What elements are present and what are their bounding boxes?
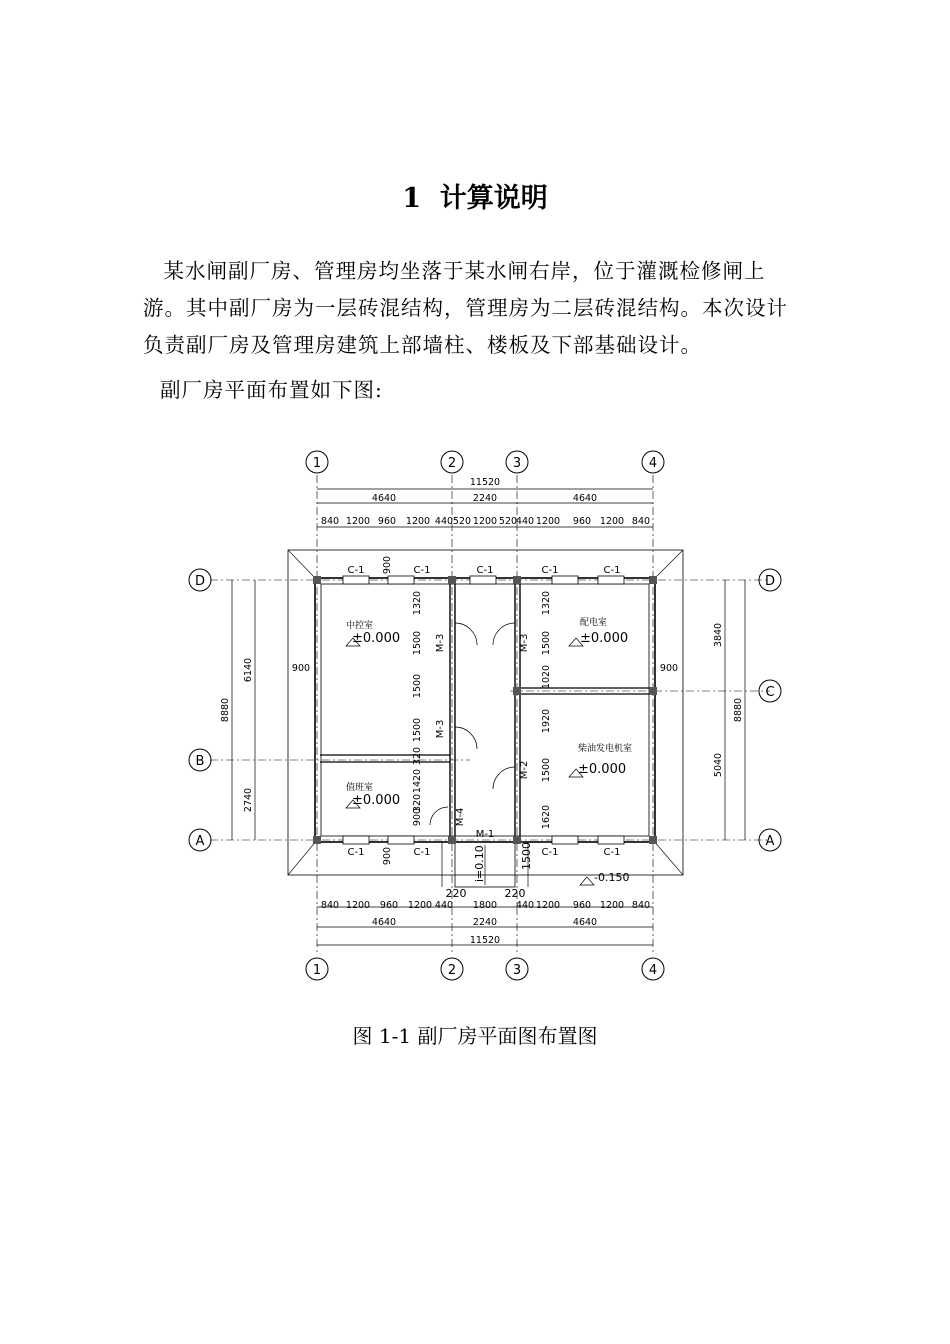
axis-label-x: 4 [648,963,658,978]
ramp-slope: i=0.10 [473,845,486,882]
room-name: 值班室 [346,783,374,793]
dim-bottom-mid: 2240 [472,917,498,928]
dim-corridor-left: 1500 [412,630,423,656]
axis-label-x: 4 [648,456,658,471]
figure-caption: 图 1-1 副厂房平面图布置图 [352,1024,598,1048]
dim-top-mid: 2240 [472,493,498,504]
dim-bottom-detail: 840 [631,900,651,911]
dim-corridor-right: 1620 [541,804,552,830]
floor-plan-drawing [180,445,800,985]
dim-corridor-right: 1500 [541,757,552,783]
dim-bottom-detail: 1800 [472,900,498,911]
ramp-width: 220 [504,887,526,900]
dim-right-part: 3840 [713,622,724,648]
window-label: C-1 [413,565,431,576]
dim-corridor-right: 1320 [541,590,552,616]
room-elevation: ±0.000 [580,631,629,646]
outer-elevation: -0.150 [594,871,630,884]
axis-label-x: 1 [312,456,322,471]
room-name: 柴油发电机室 [578,744,633,754]
dim-right-total: 8880 [733,697,744,723]
door-label: M-3 [435,633,446,653]
dim-overhang-left: 900 [291,663,311,674]
axis-label-y: A [195,834,205,849]
dim-left-part: 2740 [243,787,254,813]
dim-bottom-mid: 4640 [572,917,598,928]
dim-corridor-left: 1500 [412,717,423,743]
dim-bottom-detail: 440 [515,900,535,911]
room-name: 配电室 [580,618,608,628]
dim-overhang-top: 900 [382,555,393,575]
dim-corridor-right: 1500 [541,630,552,656]
section-heading [0,176,950,215]
paragraph-figure-ref: 副厂房平面布置如下图: [160,378,383,402]
dim-top-mid: 4640 [572,493,598,504]
door-label: M-2 [519,760,530,780]
axis-label-x: 2 [447,963,457,978]
dim-corridor-left: 900 [412,807,423,827]
axis-label-y: C [765,685,775,700]
dim-top-detail: 520 [498,516,518,527]
axis-label-x: 3 [512,456,522,471]
paragraph-intro: 某水闸副厂房、管理房均坐落于某水闸右岸，位于灌溉检修闸上游。其中副厂房为一层砖混结构，管理房为二层砖混结构。本次设计负责副厂房及管理房建筑上部墙柱、楼板及下部基础设计。 [143,259,788,357]
dim-corridor-left: 320 [412,746,423,766]
dim-corridor-left: 1500 [412,673,423,699]
window-label: C-1 [603,565,621,576]
dim-top-detail: 1200 [599,516,625,527]
dim-bottom-total: 11520 [469,935,501,946]
dim-bottom-detail: 960 [572,900,592,911]
axis-label-y: D [194,574,206,589]
dim-top-total: 11520 [469,477,501,488]
room-elevation: ±0.000 [578,762,627,777]
dim-top-detail: 840 [320,516,340,527]
dim-left-part: 6140 [243,657,254,683]
door-label: M-3 [519,633,530,653]
heading-number: 1 [402,183,421,214]
door-label: M-3 [435,719,446,739]
dim-corridor-right: 1920 [541,708,552,734]
axis-label-y: B [195,754,205,769]
window-label: C-1 [476,565,494,576]
window-label: C-1 [347,565,365,576]
dim-bottom-detail: 440 [434,900,454,911]
dim-overhang-right: 900 [659,663,679,674]
heading-title: 计算说明 [439,183,548,214]
window-label: C-1 [541,847,559,858]
dim-top-detail: 1200 [472,516,498,527]
window-label: C-1 [347,847,365,858]
axis-label-x: 3 [512,963,522,978]
ramp-length: 1500 [520,842,533,870]
dim-bottom-detail: 1200 [407,900,433,911]
door-label: M-1 [475,829,495,840]
dim-corridor-left: 1420 [412,768,423,794]
dim-top-detail: 1200 [535,516,561,527]
dim-overhang-bottom: 900 [382,846,393,866]
dim-bottom-detail: 960 [379,900,399,911]
window-label: C-1 [413,847,431,858]
window-label: C-1 [603,847,621,858]
dim-bottom-detail: 840 [320,900,340,911]
dim-bottom-detail: 1200 [345,900,371,911]
dim-left-total: 8880 [220,697,231,723]
axis-label-y: D [764,574,776,589]
dim-right-part: 5040 [713,752,724,778]
dim-bottom-mid: 4640 [371,917,397,928]
door-label: M-4 [455,807,466,827]
dim-top-detail: 1200 [405,516,431,527]
dim-top-detail: 840 [631,516,651,527]
axis-label-x: 2 [447,456,457,471]
axis-label-x: 1 [312,963,322,978]
dim-corridor-right: 1020 [541,664,552,690]
dim-top-detail: 440 [515,516,535,527]
dim-top-mid: 4640 [371,493,397,504]
dim-corridor-left: 1320 [412,590,423,616]
axis-label-y: A [765,834,775,849]
room-elevation: ±0.000 [352,793,401,808]
ramp-width: 220 [445,887,467,900]
dim-corridor-left: 320 [412,793,423,813]
dim-top-detail: 1200 [345,516,371,527]
dim-top-detail: 960 [572,516,592,527]
window-label: C-1 [541,565,559,576]
room-elevation: ±0.000 [352,631,401,646]
dim-top-detail: 440 [434,516,454,527]
dim-top-detail: 960 [377,516,397,527]
dim-top-detail: 520 [452,516,472,527]
dim-bottom-detail: 1200 [535,900,561,911]
room-name: 中控室 [346,621,374,631]
dim-bottom-detail: 1200 [599,900,625,911]
